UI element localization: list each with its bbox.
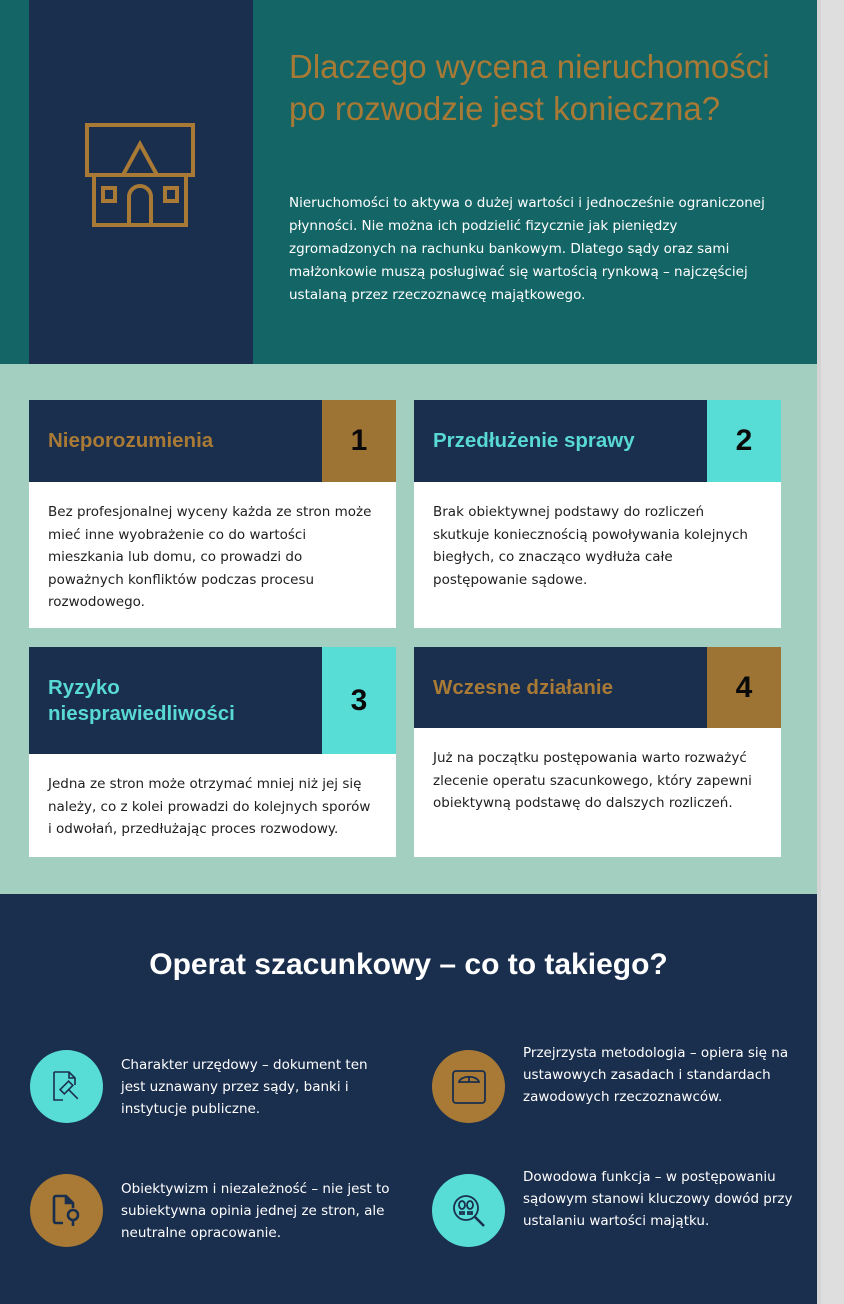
hero-side-panel [29,0,253,364]
card-title: Przedłużenie sprawy [433,429,635,452]
feature-text: Charakter urzędowy – dokument ten jest uznawany przez sądy, banki i instytucje publiczne. [121,1057,368,1117]
reasons-section [0,364,817,894]
house-icon [85,122,197,228]
card-title: Ryzyko niesprawiedliwości [48,675,235,725]
card-header [29,400,396,482]
scrollbar[interactable] [817,0,844,1304]
card-number: 4 [707,647,781,728]
card-title: Wczesne działanie [433,675,614,699]
operat-section [0,894,817,1304]
card-header [414,400,781,482]
card-number: 1 [322,400,396,482]
hero-description: Nieruchomości to aktywa o dużej wartości i jednocześnie ograniczonej płynności. Nie można ich podzielić fizycznie jak pieniędzy zgromadzonych na rachunku bankowym. Dlatego sądy oraz sami małżonkowie muszą posługiwać się wartością rynkową – najczęściej ustalaną przez rzeczoznawcę majątkowego. [289,195,765,303]
reason-card-2 [414,400,781,628]
operat-title: Operat szacunkowy – co to takiego? [149,948,668,981]
scale-icon [432,1050,505,1123]
card-header [414,647,781,728]
reason-card-1 [29,400,396,628]
document-search-icon [30,1174,103,1247]
reason-card-4 [414,647,781,857]
card-title: Nieporozumienia [48,429,214,452]
card-number: 3 [322,647,396,754]
hero-title: Dlaczego wycena nieruchomości po rozwodzie jest konieczna? [289,48,770,127]
feature-text: Przejrzysta metodologia – opiera się na ustawowych zasadach i standardach zawodowych rzeczoznawców. [523,1045,789,1105]
reason-card-3 [29,647,396,857]
card-header [29,647,396,754]
card-text: Już na początku postępowania warto rozważyć zlecenie operatu szacunkowego, który zapewni obiektywną podstawę do dalszych rozliczeń. [433,750,752,811]
feature-text: Obiektywizm i niezależność – nie jest to subiektywna opinia jednej ze stron, ale neutralne opracowanie. [121,1181,390,1241]
hero-section [0,0,817,364]
card-text: Bez profesjonalnej wyceny każda ze stron może mieć inne wyobrażenie co do wartości mieszkania lub domu, co prowadzi do poważnych konfliktów podczas procesu rozwodowego. [48,504,372,610]
card-text: Jedna ze stron może otrzymać mniej niż jej się należy, co z kolei prowadzi do kolejnych sporów i odwołań, przedłużając proces rozwodowy. [48,776,371,837]
footprint-search-icon [432,1174,505,1247]
feature-text: Dowodowa funkcja – w postępowaniu sądowym stanowi kluczowy dowód przy ustalaniu wartości majątku. [523,1169,793,1229]
card-text: Brak obiektywnej podstawy do rozliczeń skutkuje koniecznością powoływania kolejnych biegłych, co znacząco wydłuża całe postępowanie sądowe. [433,504,748,588]
document-gavel-icon [30,1050,103,1123]
card-number: 2 [707,400,781,482]
